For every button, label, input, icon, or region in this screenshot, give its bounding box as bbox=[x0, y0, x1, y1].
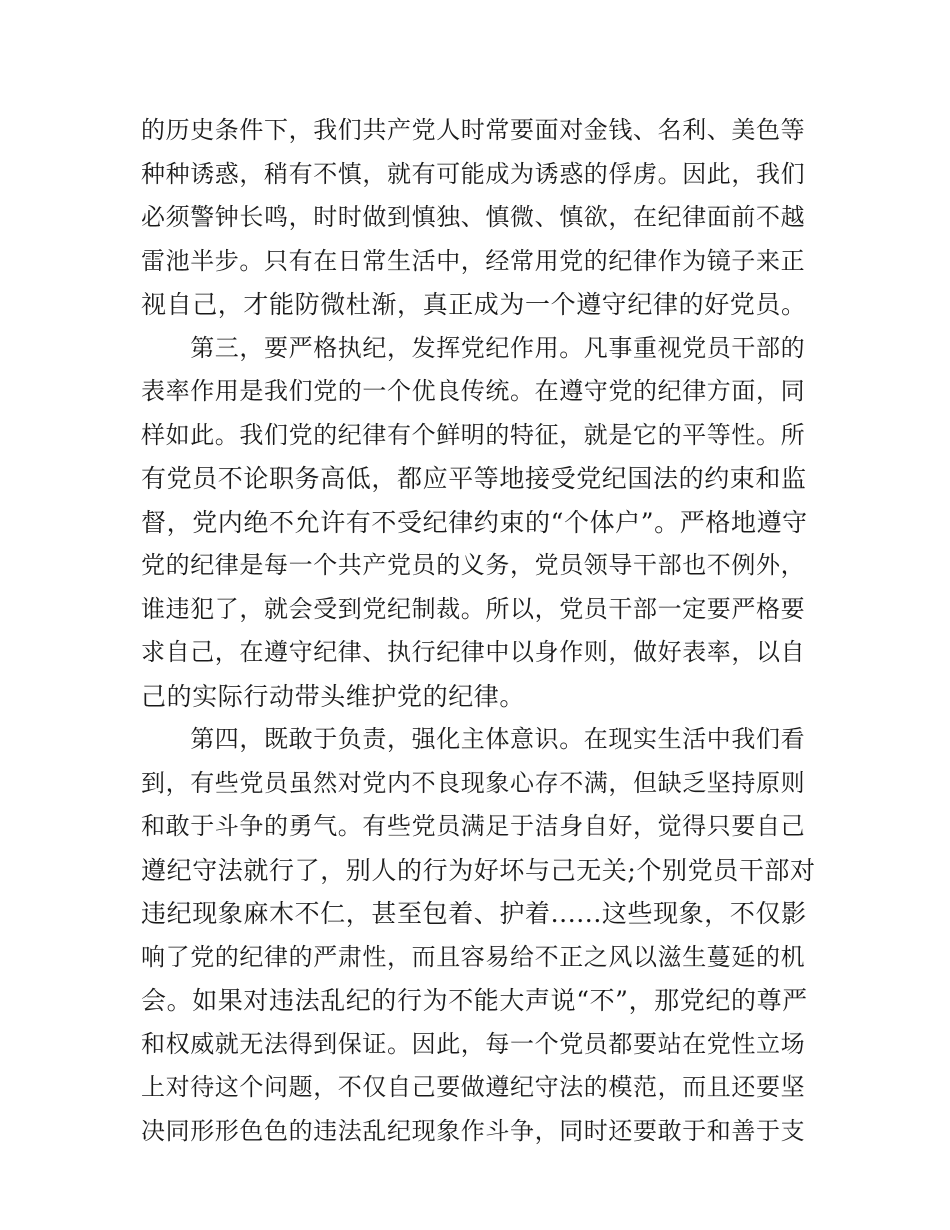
text-line: 己的实际行动带头维护党的纪律。 bbox=[141, 681, 526, 711]
text-line: 谁违犯了，就会受到党纪制裁。所以，党员干部一定要严格要 bbox=[141, 594, 806, 623]
text-line: 和权威就无法得到保证。因此，每一个党员都要站在党性立场 bbox=[141, 1029, 806, 1058]
document-body bbox=[141, 109, 816, 1153]
text-line: 雷池半步。只有在日常生活中，经常用党的纪律作为镜子来正 bbox=[141, 246, 806, 275]
text-line: 决同形形色色的违法乱纪现象作斗争，同时还要敢于和善于支 bbox=[141, 1116, 806, 1145]
text-line: 党的纪律是每一个共产党员的义务，党员领导干部也不例外， bbox=[141, 551, 806, 579]
text-line: 到，有些党员虽然对党内不良现象心存不满，但缺乏坚持原则 bbox=[141, 768, 806, 797]
text-line: 违纪现象麻木不仁，甚至包着、护着......这些现象，不仅影 bbox=[141, 899, 807, 928]
text-line: 会。如果对违法乱纪的行为不能大声说“不”，那党纪的尊严 bbox=[141, 986, 808, 1015]
text-line: 第四，既敢于负责，强化主体意识。在现实生活中我们看 bbox=[141, 725, 806, 753]
text-line: 种种诱惑，稍有不慎，就有可能成为诱惑的俘虏。因此，我们 bbox=[141, 159, 806, 188]
text-line: 表率作用是我们党的一个优良传统。在遵守党的纪律方面，同 bbox=[141, 377, 806, 405]
text-line: 遵纪守法就行了，别人的行为好坏与己无关;个别党员干部对 bbox=[141, 855, 816, 885]
text-line: 督，党内绝不允许有不受纪律约束的“个体户”。严格地遵守 bbox=[141, 507, 808, 537]
text-line: 第三，要严格执纪，发挥党纪作用。凡事重视党员干部的 bbox=[141, 333, 806, 362]
text-line: 视自己，才能防微杜渐，真正成为一个遵守纪律的好党员。 bbox=[141, 290, 807, 319]
text-line: 有党员不论职务高低，都应平等地接受党纪国法的约束和监 bbox=[141, 464, 807, 493]
text-line: 样如此。我们党的纪律有个鲜明的特征，就是它的平等性。所 bbox=[141, 420, 806, 449]
text-line: 的历史条件下，我们共产党人时常要面对金钱、名利、美色等 bbox=[141, 116, 806, 144]
text-line: 必须警钟长鸣，时时做到慎独、慎微、慎欲，在纪律面前不越 bbox=[141, 203, 806, 231]
text-line: 上对待这个问题，不仅自己要做遵纪守法的模范，而且还要坚 bbox=[141, 1073, 806, 1101]
text-line: 响了党的纪律的严肃性，而且容易给不正之风以滋生蔓延的机 bbox=[141, 942, 806, 971]
text-line: 求自己，在遵守纪律、执行纪律中以身作则，做好表率，以自 bbox=[141, 638, 806, 666]
text-line: 和敢于斗争的勇气。有些党员满足于洁身自好，觉得只要自己 bbox=[141, 812, 806, 840]
